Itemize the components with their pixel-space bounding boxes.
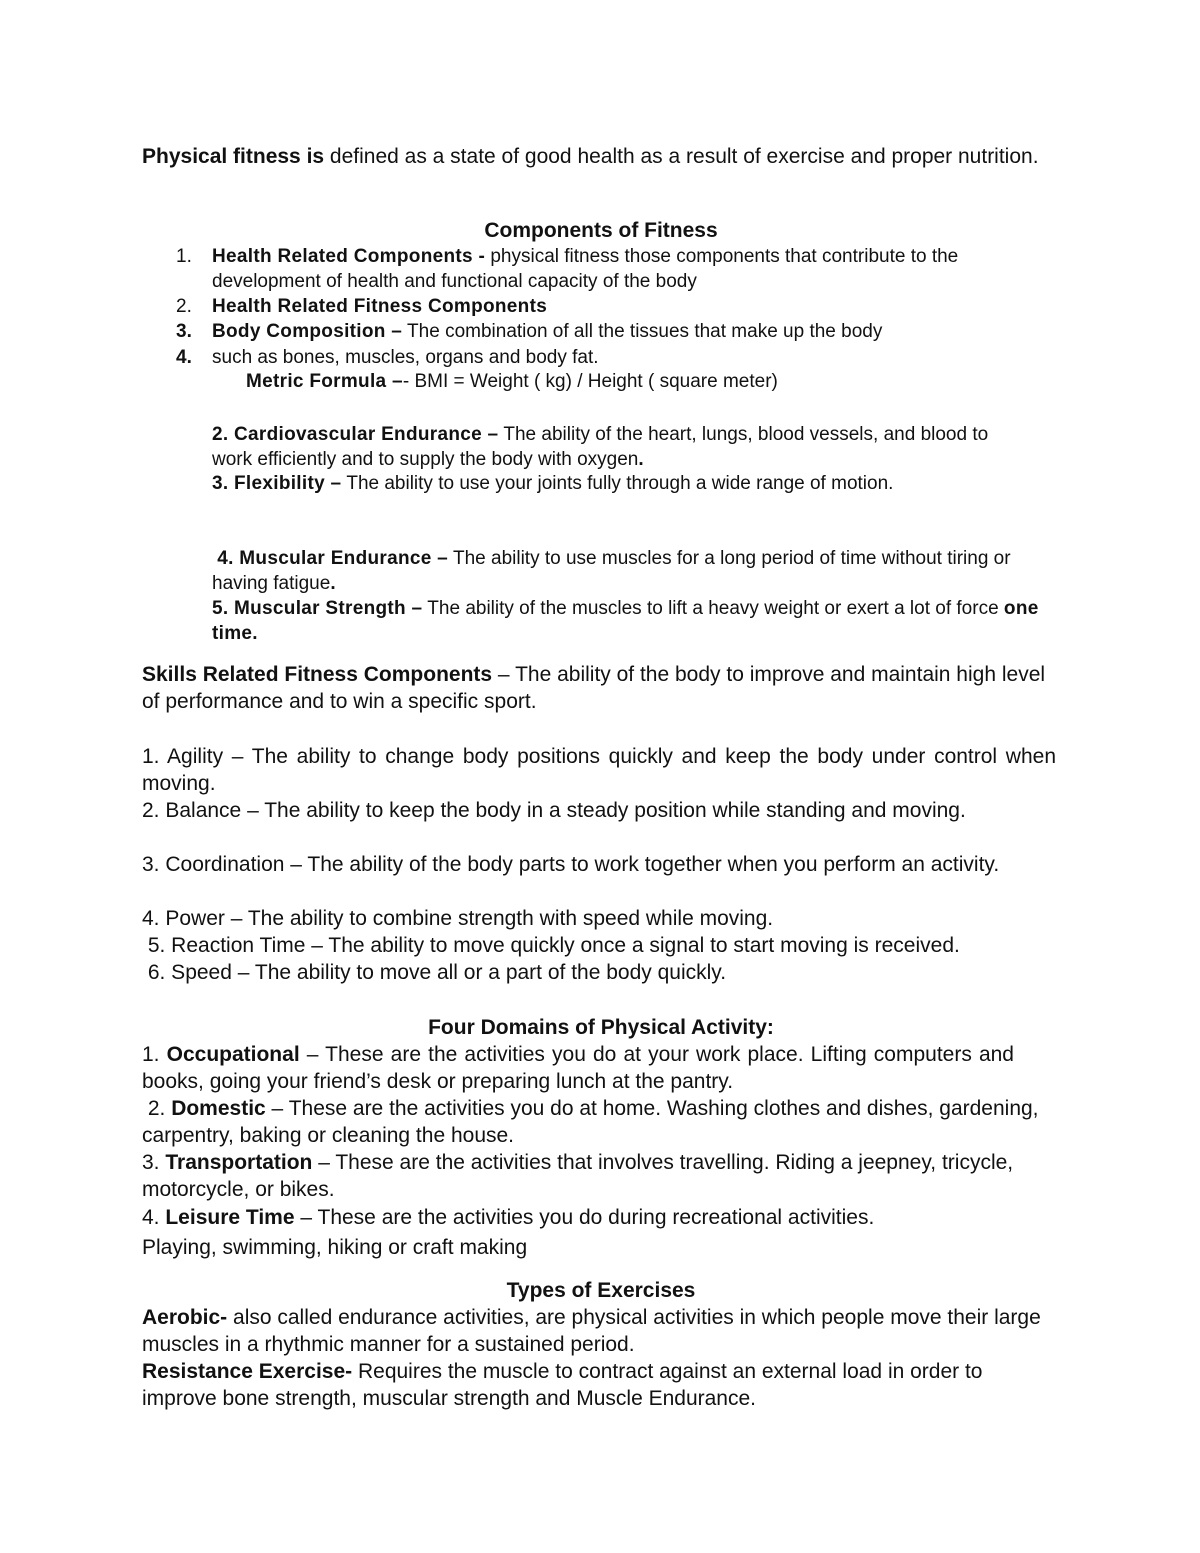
list-number: 4. bbox=[176, 347, 192, 368]
components-heading: Components of Fitness bbox=[484, 219, 718, 242]
list-number: 2. bbox=[176, 296, 192, 317]
list-number: 3. bbox=[176, 321, 192, 342]
list-item: 4. Power – The ability to combine strength with speed while moving. bbox=[142, 907, 774, 930]
list-item: 1. Agility – The ability to change body positions quickly and keep the body under control when moving. bbox=[142, 745, 1056, 795]
intro-paragraph bbox=[142, 143, 1060, 170]
cardiovascular-endurance: 2. Cardiovascular Endurance – The ability of the heart, lungs, blood vessels, and blood to work efficiently and to supply the body with oxygen. bbox=[212, 424, 989, 470]
muscular-endurance: 4. Muscular Endurance – The ability to use muscles for a long period of time without tiring or having fatigue. bbox=[212, 548, 1011, 594]
list-item: 4. Leisure Time – These are the activities you do during recreational activities. bbox=[142, 1206, 875, 1229]
metric-formula: Metric Formula –- BMI = Weight ( kg) / Height ( square meter) bbox=[246, 371, 778, 392]
skills-paragraph: Skills Related Fitness Components – The ability of the body to improve and maintain high level of performance and to win a specific sport. bbox=[142, 663, 1046, 713]
list-item: Body Composition – The combination of all the tissues that make up the body bbox=[212, 321, 883, 342]
flexibility: 3. Flexibility – The ability to use your joints fully through a wide range of motion. bbox=[212, 473, 894, 494]
exercises-heading: Types of Exercises bbox=[506, 1279, 696, 1302]
domains-extra: Playing, swimming, hiking or craft making bbox=[142, 1236, 528, 1259]
list-item: 6. Speed – The ability to move all or a part of the body quickly. bbox=[142, 961, 727, 984]
list-item: 5. Reaction Time – The ability to move quickly once a signal to start moving is received. bbox=[142, 934, 960, 957]
resistance-paragraph: Resistance Exercise- Requires the muscle to contract against an external load in order to improve bone strength, muscular strength and Muscle Endurance. bbox=[142, 1360, 983, 1410]
list-item: 3. Coordination – The ability of the body parts to work together when you perform an activity. bbox=[142, 853, 1000, 876]
list-item: such as bones, muscles, organs and body fat. bbox=[212, 347, 599, 368]
list-number: 1. bbox=[176, 246, 192, 267]
list-item: Health Related Fitness Components bbox=[212, 296, 548, 317]
list-item: 1. Occupational – These are the activities you do at your work place. Lifting computers and books, going your friend’s desk or preparing lunch at the pantry. bbox=[142, 1043, 1014, 1093]
list-item: Health Related Components - physical fitness those components that contribute to the development of health and functional capacity of the body bbox=[212, 246, 959, 292]
muscular-strength: 5. Muscular Strength – The ability of the muscles to lift a heavy weight or exert a lot of force one time. bbox=[212, 598, 1039, 644]
list-item: 3. Transportation – These are the activities that involves travelling. Riding a jeepney, tricycle, motorcycle, or bikes. bbox=[142, 1151, 1014, 1201]
aerobic-paragraph: Aerobic- also called endurance activities, are physical activities in which people move their large muscles in a rhythmic manner for a sustained period. bbox=[142, 1306, 1041, 1356]
list-item: 2. Domestic – These are the activities you do at home. Washing clothes and dishes, gardening, carpentry, baking or cleaning the house. bbox=[142, 1097, 1039, 1147]
list-item: 2. Balance – The ability to keep the body in a steady position while standing and moving. bbox=[142, 799, 966, 822]
intro-text: defined as a state of good health as a result of exercise and proper nutrition. bbox=[324, 145, 1039, 168]
domains-heading: Four Domains of Physical Activity: bbox=[428, 1016, 774, 1039]
intro-term: Physical fitness is bbox=[142, 145, 325, 168]
